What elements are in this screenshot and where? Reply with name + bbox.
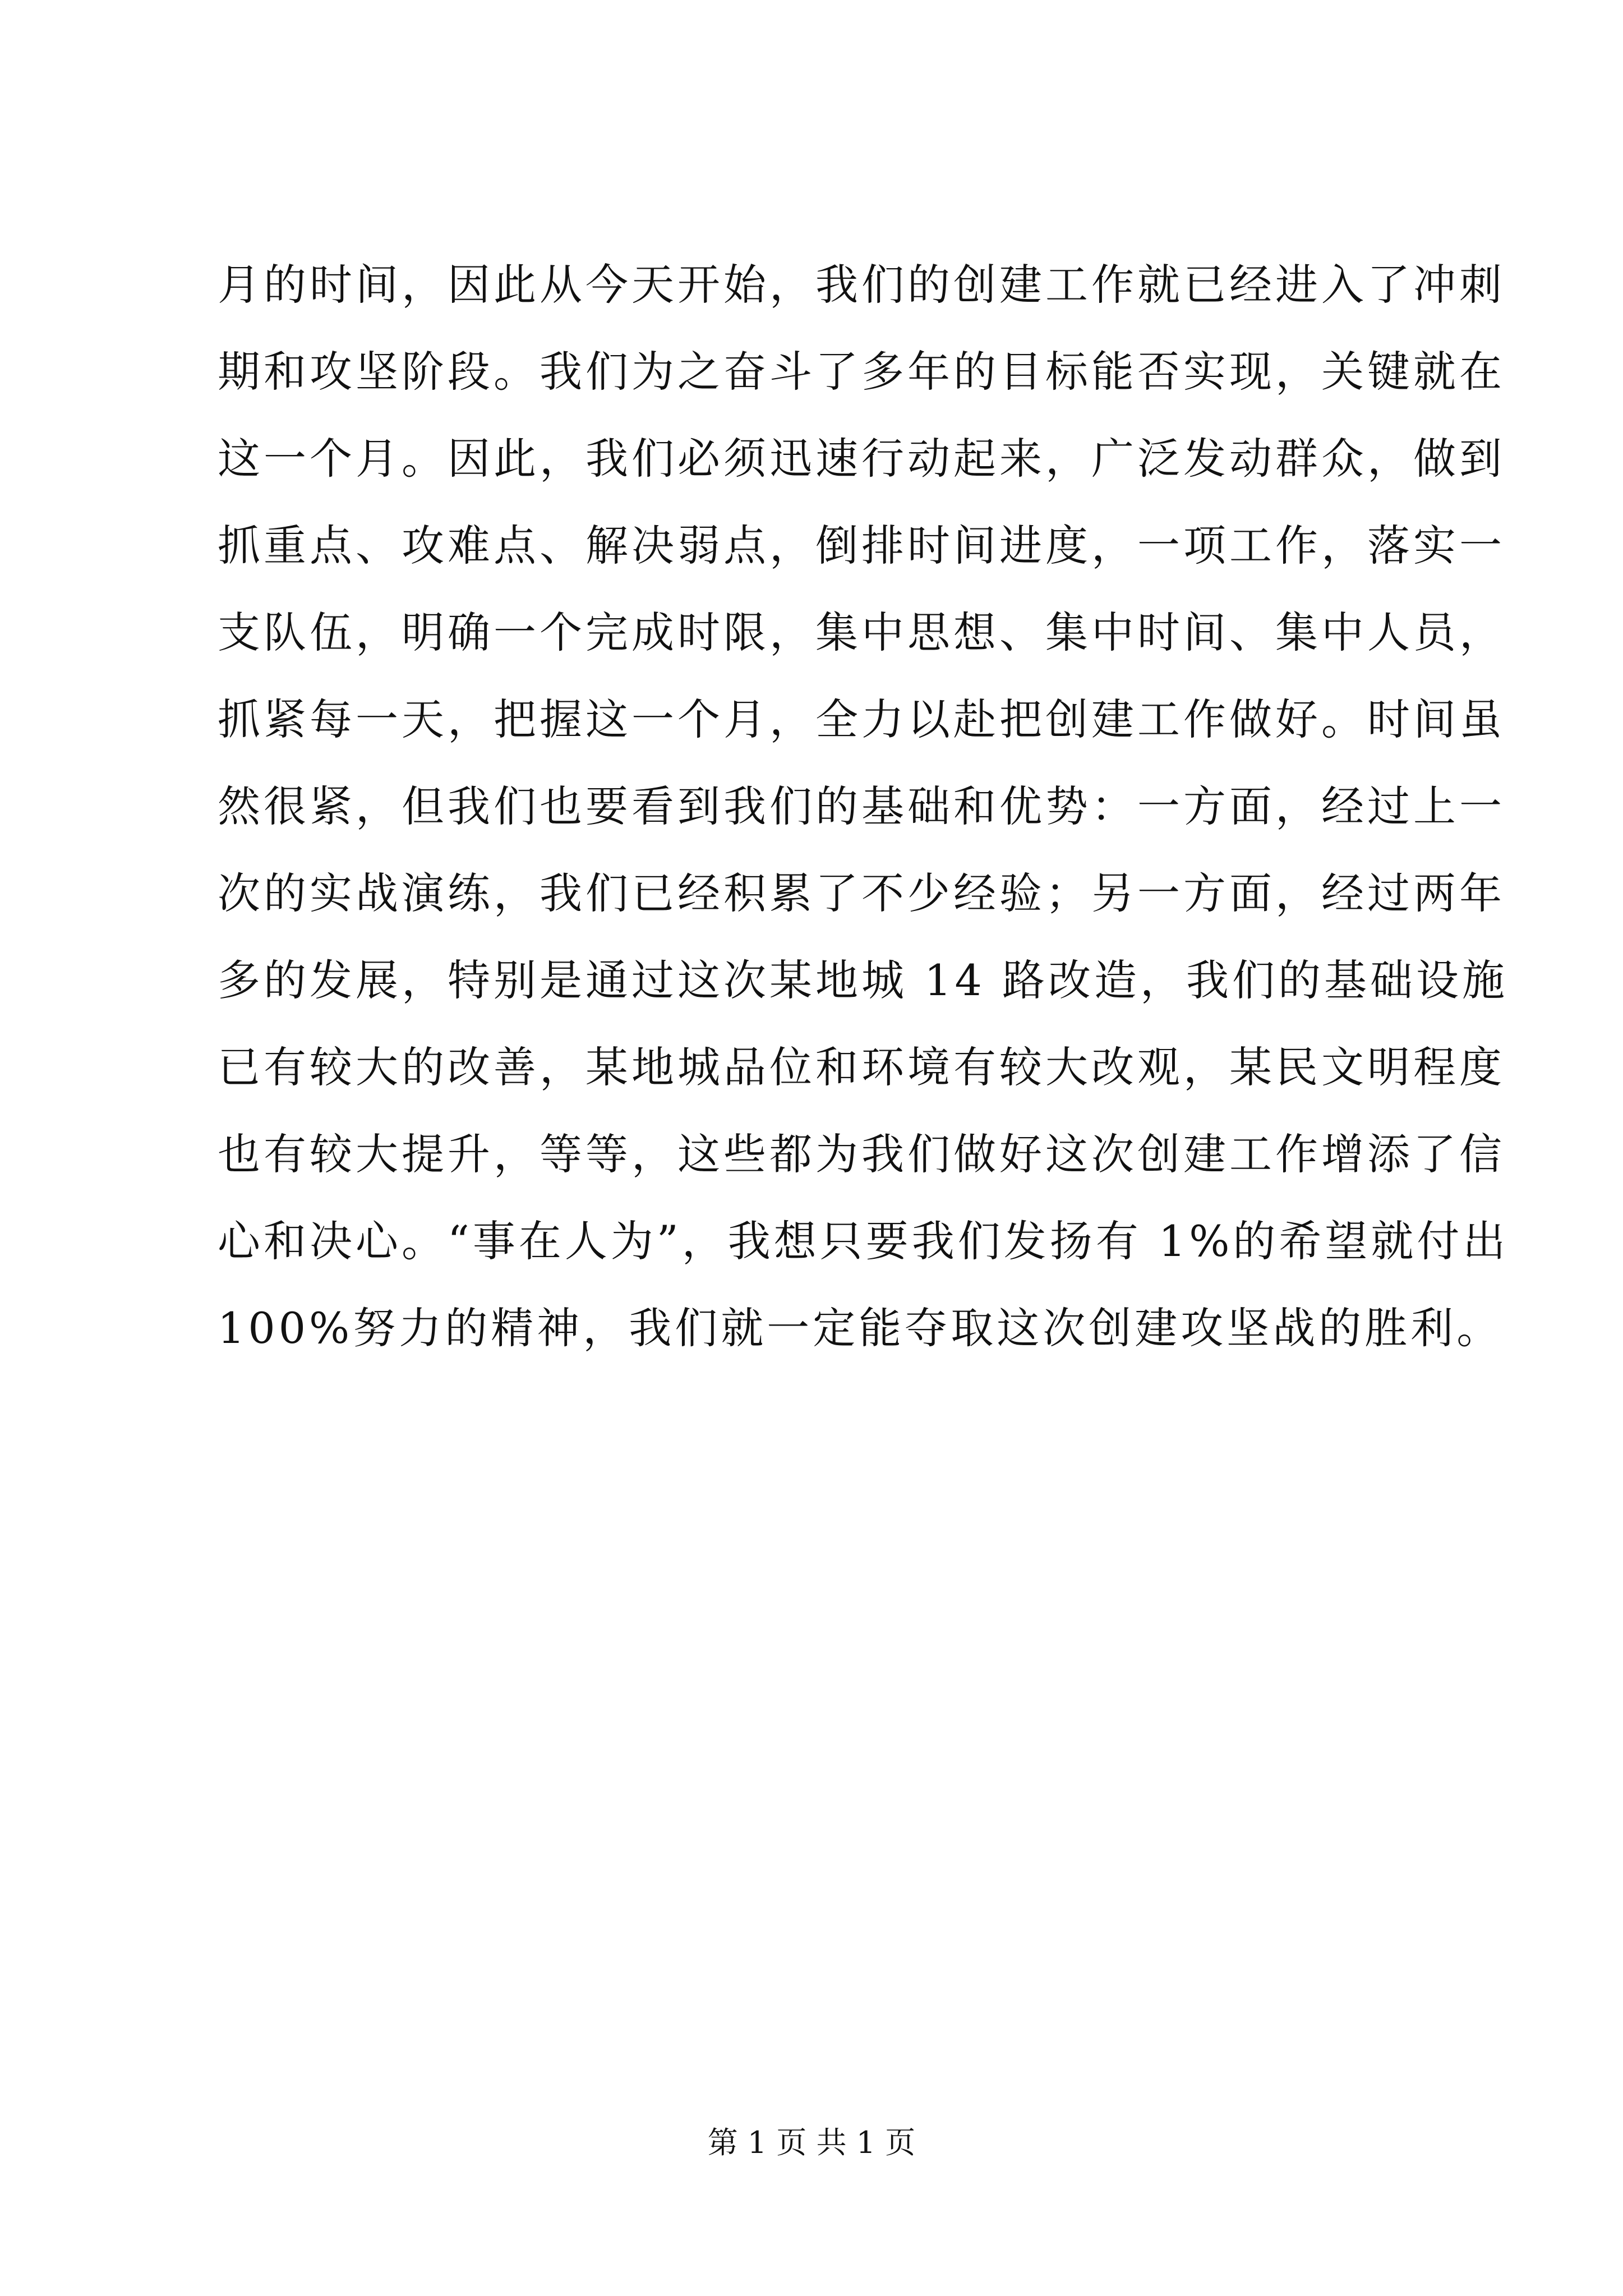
text-line-13: 100%努力的精神，我们就一定能夺取这次创建攻坚战的胜利。	[218, 1303, 1503, 1353]
text-line-3: 这一个月。因此，我们必须迅速行动起来，广泛发动群众，做到	[218, 434, 1505, 484]
body-paragraph	[218, 241, 1509, 1372]
text-line-12: 心和决心。“事在人为”，我想只要我们发扬有 1%的希望就付出	[218, 1216, 1509, 1266]
text-line-8: 次的实战演练，我们已经积累了不少经验；另一方面，经过两年	[218, 868, 1505, 918]
text-line-6: 抓紧每一天，把握这一个月，全力以赴把创建工作做好。时间虽	[218, 694, 1505, 744]
text-line-7: 然很紧，但我们也要看到我们的基础和优势：一方面，经过上一	[218, 781, 1505, 831]
text-line-2: 期和攻坚阶段。我们为之奋斗了多年的目标能否实现，关键就在	[218, 347, 1505, 397]
text-line-9: 多的发展，特别是通过这次某地城 14 路改造，我们的基础设施	[218, 955, 1509, 1005]
text-line-10: 已有较大的改善，某地城品位和环境有较大改观，某民文明程度	[218, 1042, 1505, 1092]
text-line-5: 支队伍，明确一个完成时限，集中思想、集中时间、集中人员，	[218, 608, 1505, 657]
text-line-11: 也有较大提升，等等，这些都为我们做好这次创建工作增添了信	[218, 1129, 1505, 1179]
page-footer: 第 1 页 共 1 页	[707, 2125, 916, 2160]
text-line-4: 抓重点、攻难点、解决弱点，倒排时间进度，一项工作，落实一	[218, 521, 1505, 570]
text-line-1: 月的时间，因此从今天开始，我们的创建工作就已经进入了冲刺	[218, 260, 1505, 310]
